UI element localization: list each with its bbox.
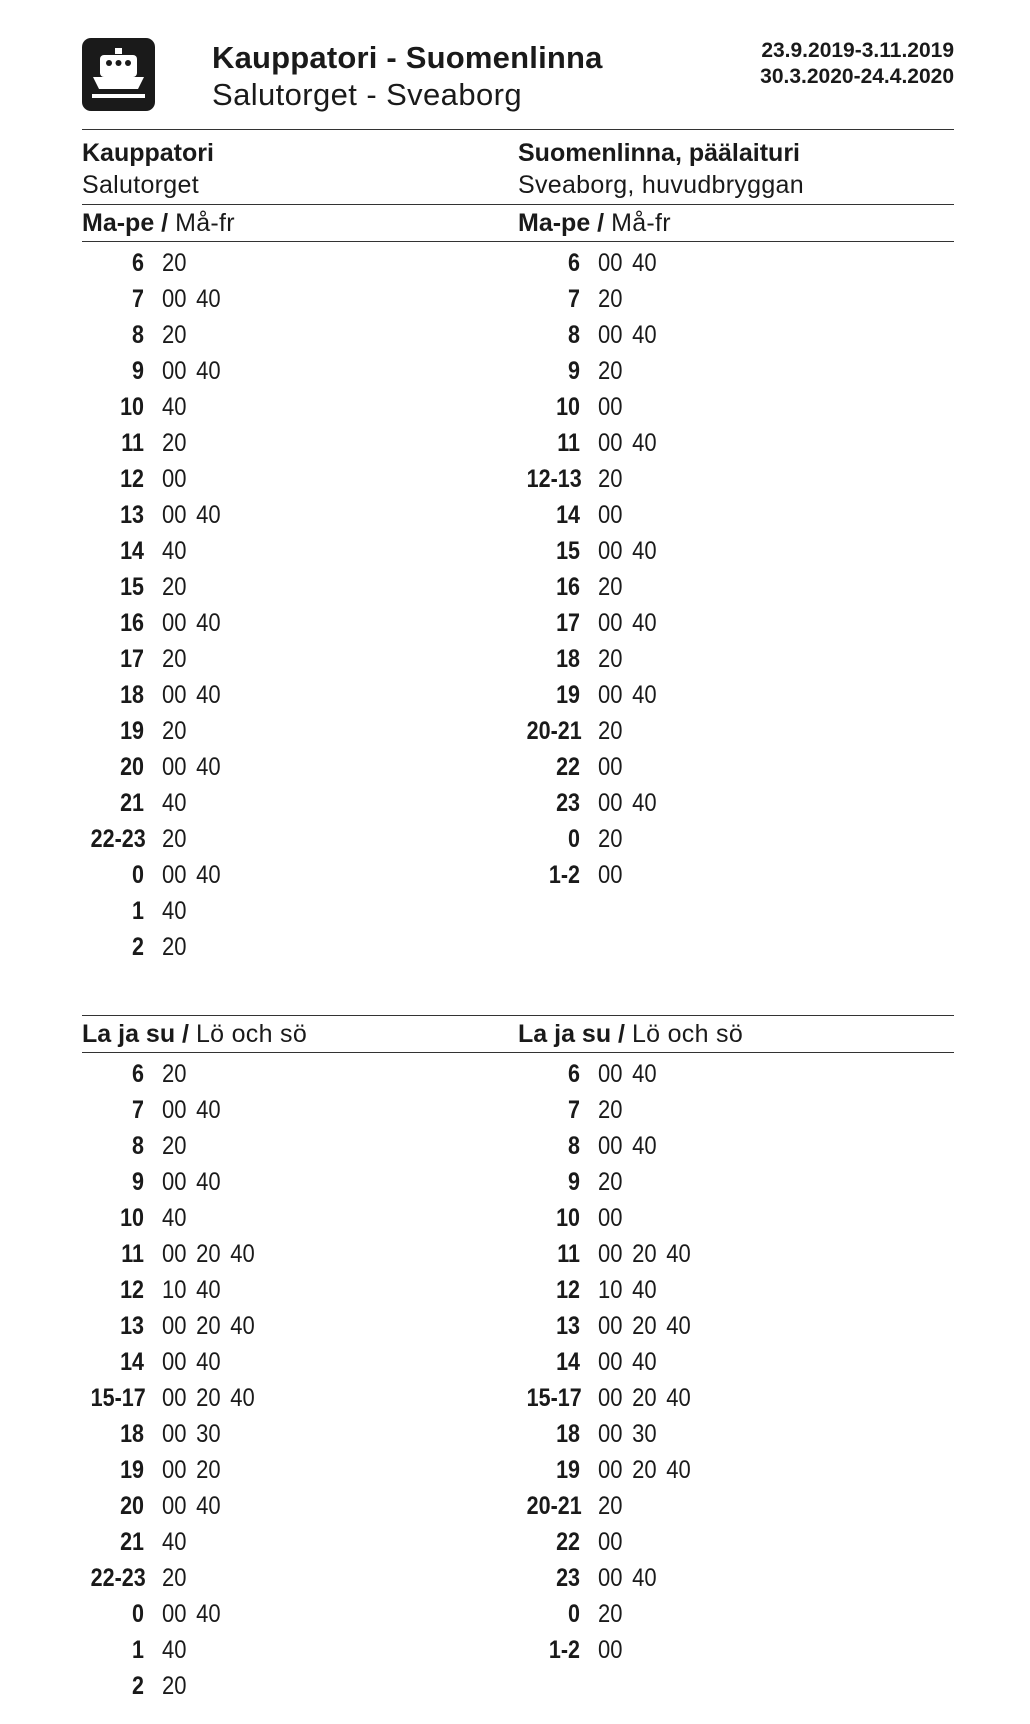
departure-hour: 7 <box>132 285 144 313</box>
departure-hour: 6 <box>132 249 144 277</box>
departure-hour: 0 <box>132 861 144 889</box>
route-title-sv: Salutorget - Sveaborg <box>212 77 522 112</box>
departure-minutes: 00 <box>598 1636 623 1664</box>
departure-hour: 19 <box>556 1456 580 1484</box>
departure-minutes: 20 <box>598 1492 623 1520</box>
departure-minutes: 00 40 <box>162 1492 221 1520</box>
departure-hour: 13 <box>120 501 144 529</box>
timetable-header <box>82 38 954 118</box>
divider <box>82 1015 954 1016</box>
departure-minutes: 20 <box>162 645 187 673</box>
departure-hour: 17 <box>556 609 580 637</box>
departure-minutes: 00 <box>162 465 187 493</box>
departure-hour: 14 <box>556 501 580 529</box>
stop-name-fi: Suomenlinna, päälaituri <box>518 139 800 167</box>
departure-minutes: 00 20 40 <box>162 1312 255 1340</box>
departure-minutes: 20 <box>162 825 187 853</box>
departure-hour: 10 <box>556 393 580 421</box>
departure-minutes: 20 <box>162 429 187 457</box>
departure-hour: 19 <box>120 1456 144 1484</box>
departure-minutes: 00 40 <box>598 321 657 349</box>
departure-hour: 15 <box>120 573 144 601</box>
departure-hour: 8 <box>132 1132 144 1160</box>
departure-hour: 2 <box>132 933 144 961</box>
departure-minutes: 00 <box>598 393 623 421</box>
departure-hour: 7 <box>568 285 580 313</box>
departure-hour: 7 <box>132 1096 144 1124</box>
stop-header-left <box>82 137 214 201</box>
departure-minutes: 40 <box>162 1528 187 1556</box>
departure-minutes: 40 <box>162 393 187 421</box>
stop-name-sv: Salutorget <box>82 171 199 199</box>
departure-minutes: 00 40 <box>162 861 221 889</box>
departure-hour: 21 <box>120 789 144 817</box>
ferry-icon <box>82 38 155 111</box>
departure-hour: 12 <box>120 465 144 493</box>
departure-hour: 23 <box>556 789 580 817</box>
departure-hour: 10 <box>120 393 144 421</box>
departure-hour: 13 <box>556 1312 580 1340</box>
departure-hour: 11 <box>121 1240 144 1268</box>
divider <box>82 204 954 205</box>
departure-hour: 11 <box>557 1240 580 1268</box>
departure-hour: 21 <box>120 1528 144 1556</box>
departure-hour: 20-21 <box>526 717 582 745</box>
departure-minutes: 00 20 40 <box>598 1312 691 1340</box>
departure-hour: 15-17 <box>526 1384 582 1412</box>
departure-hour: 0 <box>568 825 580 853</box>
route-title-fi: Kauppatori - Suomenlinna <box>212 40 603 75</box>
departure-minutes: 00 <box>598 1528 623 1556</box>
validity-periods <box>760 38 954 90</box>
departure-minutes: 20 <box>598 573 623 601</box>
daytype-sv: Må-fr <box>175 209 235 237</box>
departure-minutes: 00 40 <box>162 501 221 529</box>
departure-hour: 20-21 <box>526 1492 582 1520</box>
departure-minutes: 40 <box>162 789 187 817</box>
departure-hour: 12 <box>120 1276 144 1304</box>
departure-hour: 9 <box>568 357 580 385</box>
departure-hour: 20 <box>120 1492 144 1520</box>
departure-minutes: 00 30 <box>598 1420 657 1448</box>
departure-hour: 15-17 <box>90 1384 146 1412</box>
departure-hour: 1-2 <box>548 861 580 889</box>
stop-name-fi: Kauppatori <box>82 139 214 167</box>
departure-minutes: 20 <box>598 825 623 853</box>
departure-hour: 8 <box>568 321 580 349</box>
daytype-sv: Lö och sö <box>631 1020 744 1048</box>
daytype-sv: Lö och sö <box>195 1020 308 1048</box>
departure-minutes: 40 <box>162 1636 187 1664</box>
departure-minutes: 20 <box>598 1168 623 1196</box>
departure-hour: 1 <box>132 1636 144 1664</box>
departure-hour: 14 <box>556 1348 580 1376</box>
departure-minutes: 00 20 40 <box>598 1384 691 1412</box>
departure-hour: 7 <box>568 1096 580 1124</box>
departure-hour: 15 <box>556 537 580 565</box>
departure-hour: 11 <box>557 429 580 457</box>
departure-minutes: 20 <box>598 357 623 385</box>
daytype-fi: Ma-pe <box>82 209 155 237</box>
departure-hour: 18 <box>556 645 580 673</box>
departure-minutes: 20 <box>598 1600 623 1628</box>
departure-minutes: 00 20 <box>162 1456 221 1484</box>
ferry-icon-graphic <box>82 38 155 111</box>
divider <box>82 129 954 130</box>
departure-hour: 6 <box>568 249 580 277</box>
daytype-fi: La ja su <box>518 1020 612 1048</box>
departure-minutes: 00 30 <box>162 1420 221 1448</box>
departure-minutes: 20 <box>162 1132 187 1160</box>
divider <box>82 241 954 242</box>
departure-hour: 9 <box>568 1168 580 1196</box>
departure-hour: 18 <box>120 681 144 709</box>
departure-hour: 19 <box>120 717 144 745</box>
departure-minutes: 00 40 <box>598 1564 657 1592</box>
departure-minutes: 00 40 <box>162 609 221 637</box>
divider <box>82 1052 954 1053</box>
departure-minutes: 20 <box>598 717 623 745</box>
departure-minutes: 40 <box>162 537 187 565</box>
daytype-sv: Må-fr <box>611 209 671 237</box>
departure-minutes: 00 40 <box>162 1600 221 1628</box>
departure-hour: 22-23 <box>90 1564 146 1592</box>
departure-minutes: 00 40 <box>598 1132 657 1160</box>
departure-minutes: 10 40 <box>162 1276 221 1304</box>
departure-hour: 16 <box>120 609 144 637</box>
departure-minutes: 00 40 <box>162 681 221 709</box>
departure-minutes: 00 <box>598 861 623 889</box>
departure-minutes: 00 40 <box>598 537 657 565</box>
departure-hour: 17 <box>120 645 144 673</box>
validity-period: 23.9.2019-3.11.2019 <box>761 39 954 62</box>
departure-minutes: 20 <box>162 321 187 349</box>
departure-hour: 2 <box>132 1672 144 1700</box>
departure-minutes: 00 40 <box>598 249 657 277</box>
departure-minutes: 20 <box>598 1096 623 1124</box>
departure-hour: 6 <box>568 1060 580 1088</box>
departure-hour: 0 <box>132 1600 144 1628</box>
departure-hour: 9 <box>132 1168 144 1196</box>
stop-header-right <box>518 137 804 201</box>
departure-minutes: 20 <box>162 1564 187 1592</box>
validity-period: 30.3.2020-24.4.2020 <box>760 65 954 88</box>
departure-hour: 8 <box>568 1132 580 1160</box>
departure-minutes: 00 <box>598 753 623 781</box>
departure-minutes: 40 <box>162 1204 187 1232</box>
departure-hour: 10 <box>556 1204 580 1232</box>
departure-minutes: 20 <box>162 1060 187 1088</box>
departure-minutes: 00 40 <box>598 681 657 709</box>
daytype-fi: Ma-pe <box>518 209 591 237</box>
departure-minutes: 20 <box>162 717 187 745</box>
departure-minutes: 20 <box>162 573 187 601</box>
departure-minutes: 00 40 <box>598 429 657 457</box>
departure-hour: 14 <box>120 537 144 565</box>
departure-minutes: 00 40 <box>598 1060 657 1088</box>
departure-minutes: 00 40 <box>162 1168 221 1196</box>
departure-hour: 22 <box>556 753 580 781</box>
daytype-label-weekend-left: La ja su / Lö och sö <box>82 1020 308 1048</box>
departure-minutes: 00 <box>598 1204 623 1232</box>
departure-minutes: 00 40 <box>162 1096 221 1124</box>
departure-minutes: 20 <box>598 645 623 673</box>
departure-minutes: 10 40 <box>598 1276 657 1304</box>
daytype-label-weekday-right: Ma-pe / Må-fr <box>518 209 671 237</box>
departure-hour: 12 <box>556 1276 580 1304</box>
departure-minutes: 20 <box>162 933 187 961</box>
departure-minutes: 00 40 <box>162 285 221 313</box>
departure-hour: 1-2 <box>548 1636 580 1664</box>
departure-hour: 16 <box>556 573 580 601</box>
departure-hour: 10 <box>120 1204 144 1232</box>
departure-hour: 0 <box>568 1600 580 1628</box>
daytype-label-weekday-left: Ma-pe / Må-fr <box>82 209 235 237</box>
departure-hour: 20 <box>120 753 144 781</box>
departure-minutes: 00 40 <box>162 753 221 781</box>
departure-hour: 6 <box>132 1060 144 1088</box>
departure-minutes: 00 40 <box>162 1348 221 1376</box>
departure-hour: 13 <box>120 1312 144 1340</box>
departure-hour: 12-13 <box>526 465 582 493</box>
departure-minutes: 20 <box>598 465 623 493</box>
departure-hour: 18 <box>120 1420 144 1448</box>
departure-hour: 22-23 <box>90 825 146 853</box>
departure-hour: 23 <box>556 1564 580 1592</box>
departure-minutes: 40 <box>162 897 187 925</box>
departure-minutes: 00 20 40 <box>598 1456 691 1484</box>
departure-hour: 14 <box>120 1348 144 1376</box>
departure-minutes: 00 <box>598 501 623 529</box>
departure-hour: 9 <box>132 357 144 385</box>
stop-name-sv: Sveaborg, huvudbryggan <box>518 171 804 199</box>
departure-minutes: 00 40 <box>598 789 657 817</box>
departure-hour: 11 <box>121 429 144 457</box>
daytype-label-weekend-right: La ja su / Lö och sö <box>518 1020 744 1048</box>
departure-minutes: 20 <box>162 249 187 277</box>
departure-minutes: 00 20 40 <box>162 1240 255 1268</box>
departure-hour: 1 <box>132 897 144 925</box>
departure-hour: 8 <box>132 321 144 349</box>
daytype-fi: La ja su <box>82 1020 176 1048</box>
departure-minutes: 00 20 40 <box>162 1384 255 1412</box>
departure-hour: 22 <box>556 1528 580 1556</box>
departure-minutes: 20 <box>162 1672 187 1700</box>
departure-minutes: 20 <box>598 285 623 313</box>
departure-hour: 18 <box>556 1420 580 1448</box>
departure-minutes: 00 40 <box>162 357 221 385</box>
departure-minutes: 00 40 <box>598 1348 657 1376</box>
departure-hour: 19 <box>556 681 580 709</box>
departure-minutes: 00 20 40 <box>598 1240 691 1268</box>
departure-minutes: 00 40 <box>598 609 657 637</box>
